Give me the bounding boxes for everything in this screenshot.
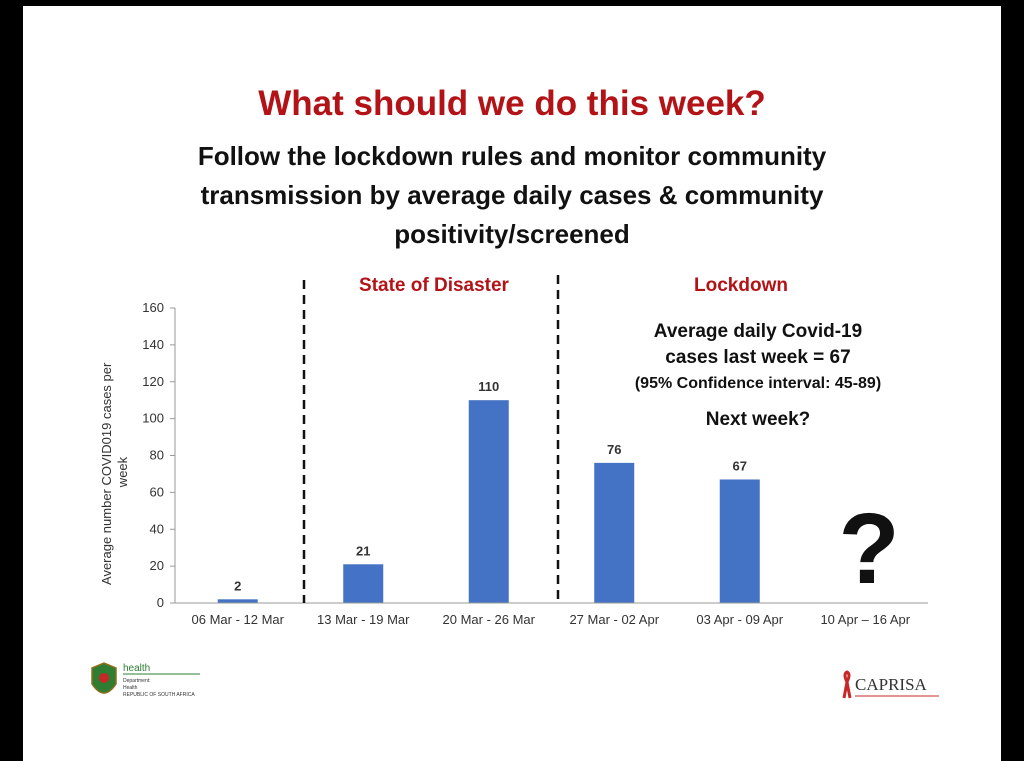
caprisa-logo-text: CAPRISA bbox=[855, 675, 927, 694]
y-tick-label: 120 bbox=[142, 373, 164, 389]
coat-of-arms-emblem bbox=[99, 673, 109, 683]
bar bbox=[594, 463, 634, 603]
bar bbox=[218, 599, 258, 603]
y-axis-title bbox=[99, 359, 130, 585]
health-logo-line-2: Department: bbox=[123, 678, 151, 684]
bar bbox=[720, 479, 760, 603]
subtitle-line-2: transmission by average daily cases & community bbox=[200, 180, 824, 210]
y-tick-label: 80 bbox=[149, 447, 164, 463]
x-category-label: 06 Mar - 12 Mar bbox=[191, 612, 284, 627]
health-logo-word: health bbox=[123, 663, 151, 674]
phase-label-lockdown: Lockdown bbox=[694, 275, 788, 296]
y-tick-label: 20 bbox=[149, 558, 164, 574]
x-category-label: 13 Mar - 19 Mar bbox=[317, 612, 410, 627]
y-tick-label: 160 bbox=[142, 300, 164, 315]
y-tick-label: 100 bbox=[142, 410, 164, 426]
y-axis-title-line-1: Average number COVID019 cases per bbox=[99, 362, 114, 585]
data-label: 21 bbox=[356, 543, 371, 559]
x-category-label: 10 Apr – 16 Apr bbox=[820, 612, 911, 627]
slide-title: What should we do this week? bbox=[258, 84, 766, 123]
data-label: 2 bbox=[234, 578, 242, 594]
question-mark: ? bbox=[838, 493, 900, 605]
annotation-average-line-1: Average daily Covid-19 bbox=[653, 321, 863, 342]
annotation-next-week: Next week? bbox=[705, 409, 811, 430]
phase-label-state-of-disaster: State of Disaster bbox=[359, 275, 509, 296]
health-logo-line-4: REPUBLIC OF SOUTH AFRICA bbox=[123, 692, 195, 698]
annotation-average-line-2: cases last week = 67 bbox=[665, 347, 851, 368]
y-axis-title-line-2: week bbox=[115, 456, 130, 488]
y-tick-label: 60 bbox=[149, 484, 164, 500]
y-tick-label: 140 bbox=[142, 336, 164, 352]
subtitle-line-1: Follow the lockdown rules and monitor community bbox=[197, 141, 827, 171]
x-category-label: 27 Mar - 02 Apr bbox=[569, 612, 660, 627]
health-logo-line-3: Health bbox=[123, 685, 138, 691]
data-label: 67 bbox=[732, 458, 747, 474]
bar bbox=[343, 564, 383, 603]
data-label: 76 bbox=[607, 441, 622, 457]
data-label: 110 bbox=[478, 379, 500, 395]
bar bbox=[469, 400, 509, 603]
health-department-logo bbox=[88, 660, 208, 704]
caprisa-logo bbox=[835, 668, 945, 704]
y-tick-label: 0 bbox=[156, 595, 164, 610]
x-category-label: 20 Mar - 26 Mar bbox=[442, 612, 535, 627]
y-tick-label: 40 bbox=[149, 521, 164, 537]
red-ribbon-icon bbox=[844, 672, 850, 698]
x-category-label: 03 Apr - 09 Apr bbox=[696, 612, 784, 627]
subtitle-line-3: positivity/screened bbox=[394, 219, 630, 249]
annotation-confidence-interval: (95% Confidence interval: 45-89) bbox=[634, 375, 882, 392]
